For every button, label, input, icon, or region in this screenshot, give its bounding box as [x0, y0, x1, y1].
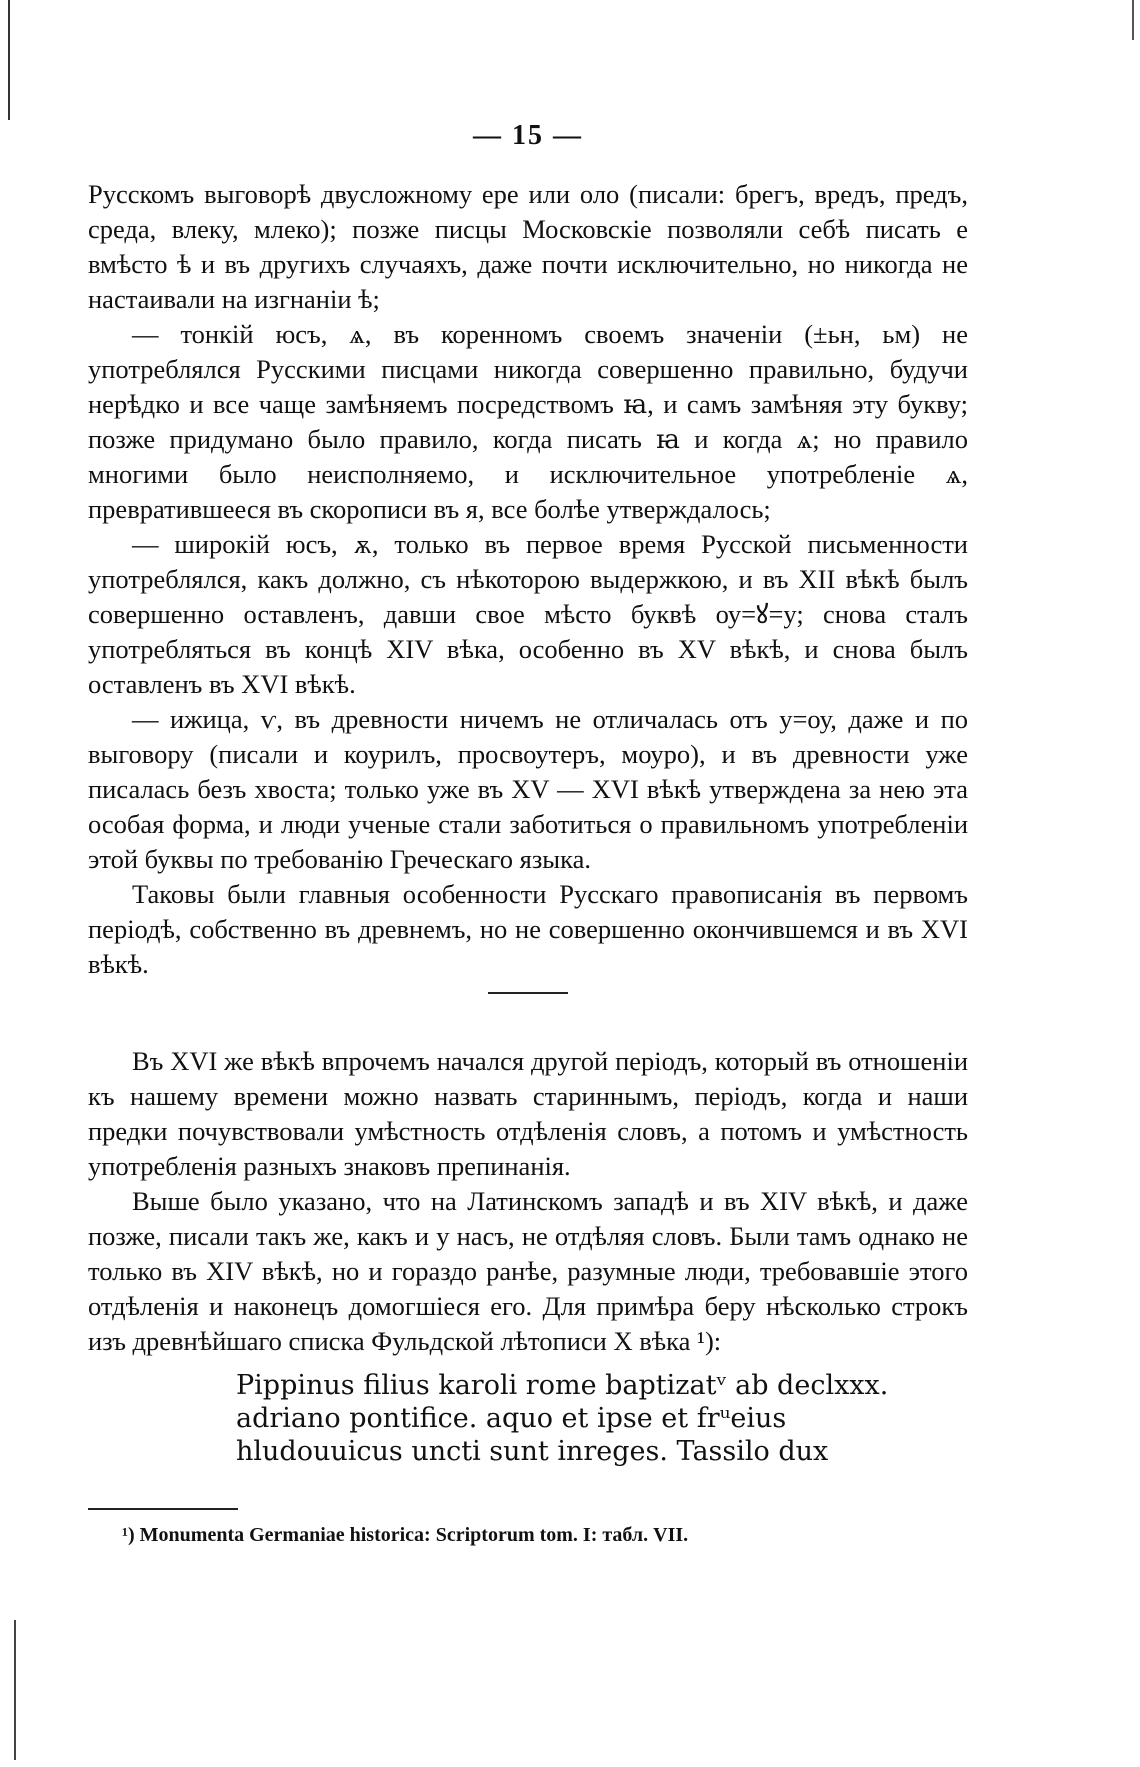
- footnote-rule: [88, 1508, 238, 1510]
- section-separator: [488, 992, 568, 994]
- scan-edge-left-lower: [14, 1620, 16, 1760]
- paragraph-izhitsa: — ижица, ѵ, въ древности ничемъ не отличалась отъ у=оу, даже и по выговору (писали и коурилъ, просвоутеръ, моуро), и въ древности уже писалась безъ хвоста; только уже въ XV — XVI вѣкѣ утверждена за нею эта особая форма, и люди ученые стали заботиться о правильномъ употребленіи этой буквы по требованію Греческаго языка.: [88, 704, 968, 874]
- page-number: — 15 —: [473, 120, 583, 151]
- book-page: [88, 118, 968, 1548]
- latin-quote: [236, 1369, 968, 1468]
- paragraph-small-yus: — тонкій юсъ, ѧ, въ коренномъ своемъ значеніи (±ьн, ьм) не употреблялся Русскими писцами никогда совершенно правильно, будучи нерѣдко и все чаще замѣняемъ посредствомъ ꙗ, и самъ замѣняя эту букву; позже придумано было правило, когда писать ꙗ и когда ѧ; но правило многими было неисполняемо, и исключительное употребленіе ѧ, превратившееся въ скорописи въ я, все болѣе утверждалось;: [88, 319, 968, 524]
- paragraph-ere-olo: Русскомъ выговорѣ двусложному ере или оло (писали: брегъ, вредъ, предъ, среда, влеку, млеко); позже писцы Московскіе позволяли себѣ писать е вмѣсто ѣ и въ другихъ случаяхъ, даже почти исключительно, но никогда не настаивали на изгнаніи ѣ;: [88, 179, 968, 314]
- quote-line: adriano pontifice. aquo et ipse et frᵘeius: [236, 1403, 787, 1434]
- quote-line: Pippinus filius karoli rome baptizatᵛ ab declxxx.: [236, 1370, 889, 1401]
- scan-edge-right: [1132, 0, 1134, 40]
- quote-line: hludouuicus uncti sunt inreges. Tassilo dux: [236, 1436, 829, 1467]
- footnote: ¹) Monumenta Germaniae historica: Scriptorum tom. I: табл. VII.: [122, 1524, 689, 1546]
- paragraph-sixteenth-century: Въ XVI же вѣкѣ впрочемъ начался другой періодъ, который въ отношеніи къ нашему времени можно назвать стариннымъ, періодъ, когда и наши предки почувствовали умѣстность отдѣленія словъ, а потомъ и умѣстность употребленія разныхъ знаковъ препинанія.: [88, 1046, 968, 1181]
- paragraph-latin-west: Выше было указано, что на Латинскомъ западѣ и въ XIV вѣкѣ, и даже позже, писали такъ же, какъ и у насъ, не отдѣляя словъ. Были тамъ однако не только въ XIV вѣкѣ, но и гораздо ранѣе, разумные люди, требовавшіе этого отдѣленія и наконецъ домогшіеся его. Для примѣра беру нѣсколько строкъ изъ древнѣйшаго списка Фульдской лѣтописи X вѣка ¹):: [88, 1186, 968, 1356]
- paragraph-big-yus: — широкій юсъ, ѫ, только въ первое время Русской письменности употреблялся, какъ должно, съ нѣкоторою выдержкою, и въ XII вѣкѣ былъ совершенно оставленъ, давши свое мѣсто буквѣ оу=ꙋ=у; снова сталъ употребляться въ концѣ XIV вѣка, особенно въ XV вѣкѣ, и снова былъ оставленъ въ XVI вѣкѣ.: [88, 529, 968, 699]
- paragraph-summary: Таковы были главныя особенности Русскаго правописанія въ первомъ періодѣ, собственно въ древнемъ, но не совершенно окончившемся и въ XVI вѣкѣ.: [88, 879, 968, 979]
- scan-edge-left: [8, 0, 10, 120]
